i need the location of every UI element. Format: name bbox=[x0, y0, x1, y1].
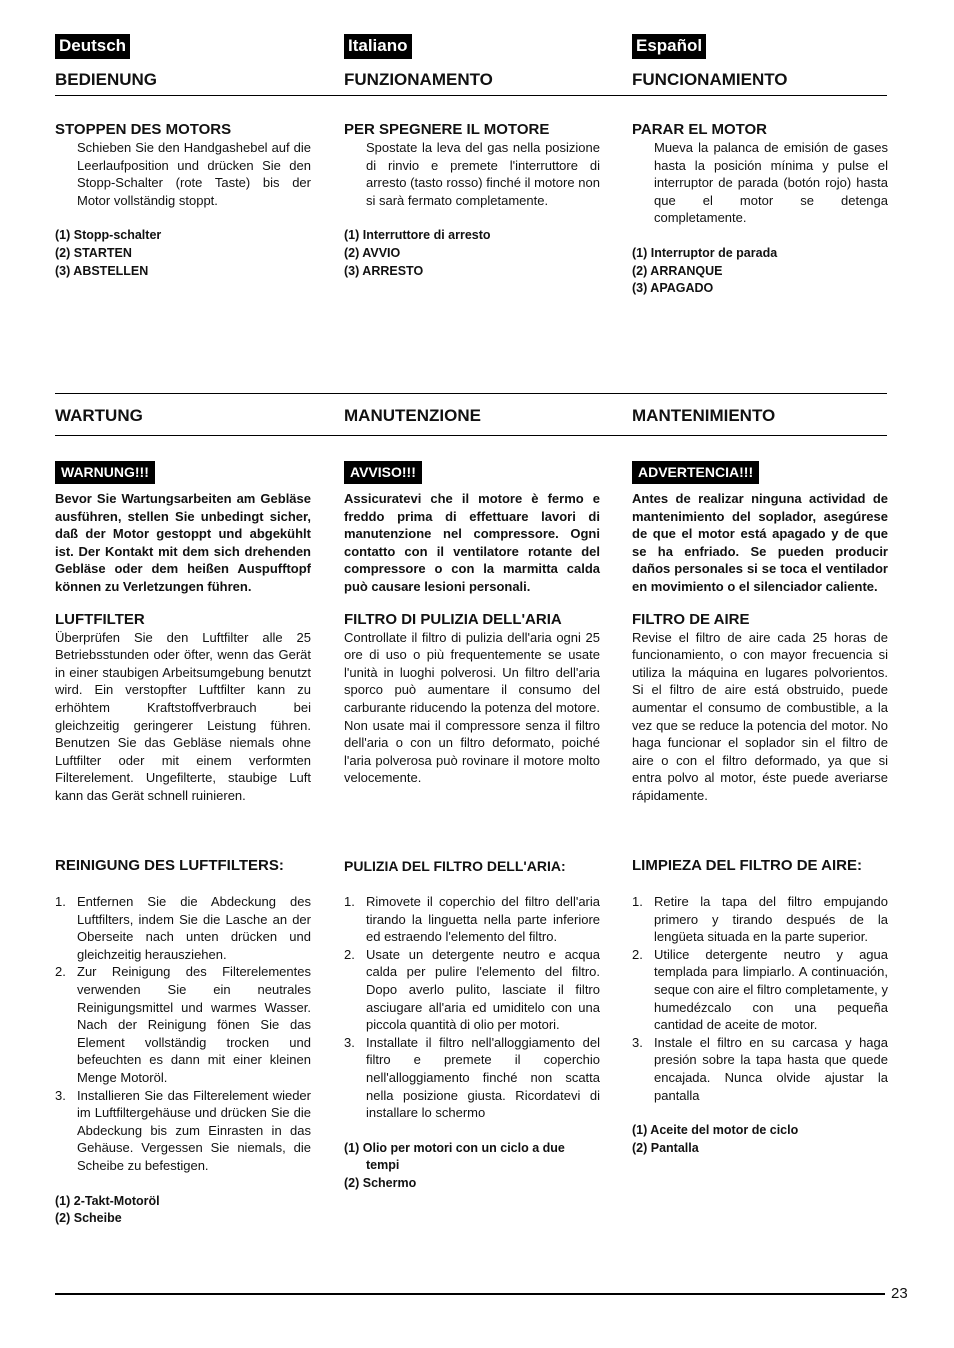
step-text: Utilice detergente neutro y agua templada para limpiarlo. A continuación, seque con aire el filtro completamente, y humedézcalo con una pequeña cantidad de aceite de motor. bbox=[654, 946, 888, 1033]
warning-text: Assicuratevi che il motore è fermo e freddo prima di effettuare lavori di manutenzione nel compressore. Ogni contatto con il ventilatore rotante del compressore o con la marmitta calda può causare lesioni personali. bbox=[344, 491, 600, 594]
cleaning-block-es bbox=[632, 857, 888, 1157]
warning-text: Bevor Sie Wartungsarbeiten am Gebläse ausführen, stellen Sie unbedingt sicher, daß der Motor gestoppt und abgekühlt ist. Der Kontakt mit dem sich drehenden Gebläse oder dem heißen Auspufftopf können zu Verletzungen führen. bbox=[55, 491, 311, 594]
step-item bbox=[632, 893, 888, 946]
label-item: (2) STARTEN bbox=[55, 245, 132, 260]
cleaning-steps bbox=[55, 893, 311, 1175]
stop-labels bbox=[55, 227, 311, 280]
label-item: (3) ARRESTO bbox=[344, 263, 424, 278]
stop-title: PARAR EL MOTOR bbox=[632, 121, 768, 138]
label-item: (2) AVVIO bbox=[344, 245, 401, 260]
maintenance-block-it bbox=[344, 461, 600, 787]
section-heading-maintenance-de: WARTUNG bbox=[55, 406, 143, 425]
stop-labels bbox=[344, 227, 600, 280]
label-item: (2) Pantalla bbox=[632, 1140, 699, 1155]
filter-title: FILTRO DI PULIZIA DELL'ARIA bbox=[344, 610, 562, 628]
stop-title: PER SPEGNERE IL MOTORE bbox=[344, 121, 550, 138]
label-item: tempi bbox=[366, 1158, 400, 1173]
step-item bbox=[55, 963, 311, 1086]
cleaning-title: LIMPIEZA DEL FILTRO DE AIRE: bbox=[632, 857, 862, 874]
cleaning-block-de bbox=[55, 857, 311, 1228]
stop-block-de bbox=[55, 121, 311, 280]
label-item: (1) Stopp-schalter bbox=[55, 228, 162, 243]
cleaning-title: PULIZIA DEL FILTRO DELL'ARIA: bbox=[344, 858, 566, 874]
step-item bbox=[344, 1034, 600, 1122]
language-tag-de: Deutsch bbox=[55, 34, 130, 59]
step-item bbox=[344, 946, 600, 1034]
stop-block-es bbox=[632, 121, 888, 298]
section-heading-operation-it: FUNZIONAMENTO bbox=[344, 70, 493, 89]
cleaning-steps bbox=[344, 893, 600, 1122]
filter-text: Revise el filtro de aire cada 25 horas de funcionamiento, o con mayor frecuencia si utiliza la máquina en lugares polvorientos. Si el filtro de aire está obstruido, puede aumentar el consumo de combustible, a la vez que se reduce la potencia del motor. No haga funcionar el soplador sin el filtro de aire o con el filtro deformado, ya que si entra polvo al motor, éste puede averiarse rápidamente. bbox=[632, 629, 888, 803]
label-item: (1) Interruttore di arresto bbox=[344, 228, 491, 243]
maintenance-block-de bbox=[55, 461, 311, 805]
label-item: (1) Interruptor de parada bbox=[632, 245, 778, 260]
section-heading-maintenance-es: MANTENIMIENTO bbox=[632, 406, 776, 425]
filter-text: Überprüfen Sie den Luftfilter alle 25 Betriebsstunden oder öfter, wenn das Gerät in einer staubigen Arbeitsumgebung benutzt wird. Ein verstopfter Luftfilter kann zu erhöhtem Kraftstoffverbrauch bei gleichzeitig geringerer Leistung führen. Benutzen Sie das Gebläse niemals ohne Luftfilter oder mit einem verformten Filterelement. Ungefilterte, staubige Luft kann das Gerät schnell ruinieren. bbox=[55, 629, 311, 803]
step-number: 1. bbox=[632, 894, 643, 909]
step-text: Zur Reinigung des Filterelementes verwenden Sie ein neutrales Reinigungsmittel und warmes Wasser. Nach der Reinigung fönen Sie das Element vollständig trocken und befeuchten es dann mit einer kleinen Menge Motoröl. bbox=[77, 964, 311, 1085]
maintenance-block-es bbox=[632, 461, 888, 805]
cleaning-block-it bbox=[344, 857, 600, 1193]
cleaning-steps bbox=[632, 893, 888, 1104]
step-item bbox=[344, 893, 600, 946]
step-number: 2. bbox=[632, 946, 643, 962]
cleaning-title: REINIGUNG DES LUFTFILTERS: bbox=[55, 857, 284, 874]
step-number: 1. bbox=[344, 894, 355, 909]
stop-title: STOPPEN DES MOTORS bbox=[55, 121, 232, 138]
step-text: Installate il filtro nell'alloggiamento del filtro e premete il coperchio nell'alloggiamento finché non scatta nella posizione giusta. Ricordatevi di installare lo schermo bbox=[366, 1034, 600, 1121]
divider-rule bbox=[55, 435, 887, 436]
step-item bbox=[55, 1087, 311, 1175]
page-number: 23 bbox=[891, 1285, 908, 1302]
label-item: (1) Olio per motori con un ciclo a due bbox=[344, 1140, 565, 1155]
filter-title: LUFTFILTER bbox=[55, 610, 145, 628]
step-text: Usate un detergente neutro e acqua calda per pulire l'elemento del filtro. Dopo averlo pulito, lasciate il filtro asciugare all'aria ed umiditelo con una piccola quantità di olio per motori. bbox=[366, 946, 600, 1033]
language-tag-it: Italiano bbox=[344, 34, 412, 59]
language-tag-es: Español bbox=[632, 34, 706, 59]
step-item bbox=[632, 946, 888, 1034]
label-item: (2) Scheibe bbox=[55, 1211, 122, 1226]
label-item: (2) ARRANQUE bbox=[632, 263, 723, 278]
cleaning-labels bbox=[344, 1140, 600, 1193]
step-item bbox=[632, 1034, 888, 1104]
step-text: Entfernen Sie die Abdeckung des Luftfilters, indem Sie die Lasche an der Oberseite nach unten drücken und gleichzeitig herausziehen. bbox=[77, 894, 311, 962]
warning-badge: AVVISO!!! bbox=[344, 461, 422, 484]
step-text: Rimovete il coperchio del filtro dell'aria tirando la linguetta nella parte inferiore ed estraendo l'elemento del filtro. bbox=[366, 894, 600, 945]
warning-badge: ADVERTENCIA!!! bbox=[632, 461, 759, 484]
step-number: 2. bbox=[55, 964, 66, 980]
stop-text: Mueva la palanca de emisión de gases hasta la posición mínima y pulse el interruptor de parada (botón rojo) hasta que el motor se detenga completamente. bbox=[654, 140, 888, 226]
stop-labels bbox=[632, 245, 888, 298]
label-item: (1) Aceite del motor de ciclo bbox=[632, 1123, 799, 1138]
step-number: 3. bbox=[632, 1034, 643, 1050]
warning-text: Antes de realizar ninguna actividad de mantenimiento del soplador, asegúrese de que el motor está apagado y de que se ha enfriado. Se pueden producir daños personales si se toca el ventilador en movimiento o el silenciador caliente. bbox=[632, 491, 888, 594]
filter-title: FILTRO DE AIRE bbox=[632, 610, 750, 628]
footer-rule bbox=[55, 1293, 885, 1295]
step-text: Installieren Sie das Filterelement wieder im Luftfiltergehäuse und drücken Sie die Abdeckung bis zum Einrasten in das Gehäuse. Vergessen Sie niemals, die Scheibe zu befestigen. bbox=[77, 1087, 311, 1173]
step-number: 1. bbox=[55, 894, 66, 909]
label-item: (1) 2-Takt-Motoröl bbox=[55, 1193, 160, 1208]
divider-rule bbox=[55, 95, 887, 96]
stop-block-it bbox=[344, 121, 600, 280]
filter-text: Controllate il filtro di pulizia dell'aria ogni 25 ore di uso o più frequentemente se usate l'unità in luoghi polverosi. Un filtro dell'aria sporco può aumentare il consumo del carburante riducendo la potenza del motore. Non usate mai il compressore senza il filtro dell'aria o con un filtro deformato, poiché l'aria polverosa può rovinare il motore molto velocemente. bbox=[344, 629, 600, 786]
step-number: 3. bbox=[55, 1087, 66, 1103]
label-item: (2) Schermo bbox=[344, 1175, 417, 1190]
step-text: Instale el filtro en su carcasa y haga presión sobre la tapa hasta que quede encajada. Nunca olvide ajustar la pantalla bbox=[654, 1034, 888, 1103]
step-text: Retire la tapa del filtro empujando primero y tirando después de la lengüeta situada en la parte superior. bbox=[654, 894, 888, 945]
section-heading-operation-es: FUNCIONAMIENTO bbox=[632, 70, 788, 89]
cleaning-labels bbox=[55, 1193, 311, 1228]
warning-badge: WARNUNG!!! bbox=[55, 461, 155, 484]
divider-rule bbox=[55, 393, 887, 394]
label-item: (3) APAGADO bbox=[632, 281, 714, 296]
label-item: (3) ABSTELLEN bbox=[55, 263, 149, 278]
step-number: 2. bbox=[344, 946, 355, 962]
stop-text: Spostate la leva del gas nella posizione di rinvio e premete l'interruttore di arresto (tasto rosso) finché il motore non si sarà fermato completamente. bbox=[366, 140, 600, 208]
stop-text: Schieben Sie den Handgashebel auf die Leerlaufposition und drücken Sie den Stopp-Schalter (rote Taste) bis der Motor vollständig stoppt. bbox=[77, 140, 311, 208]
step-number: 3. bbox=[344, 1034, 355, 1050]
step-item bbox=[55, 893, 311, 963]
cleaning-labels bbox=[632, 1122, 888, 1157]
section-heading-maintenance-it: MANUTENZIONE bbox=[344, 406, 481, 425]
section-heading-operation-de: BEDIENUNG bbox=[55, 70, 158, 89]
